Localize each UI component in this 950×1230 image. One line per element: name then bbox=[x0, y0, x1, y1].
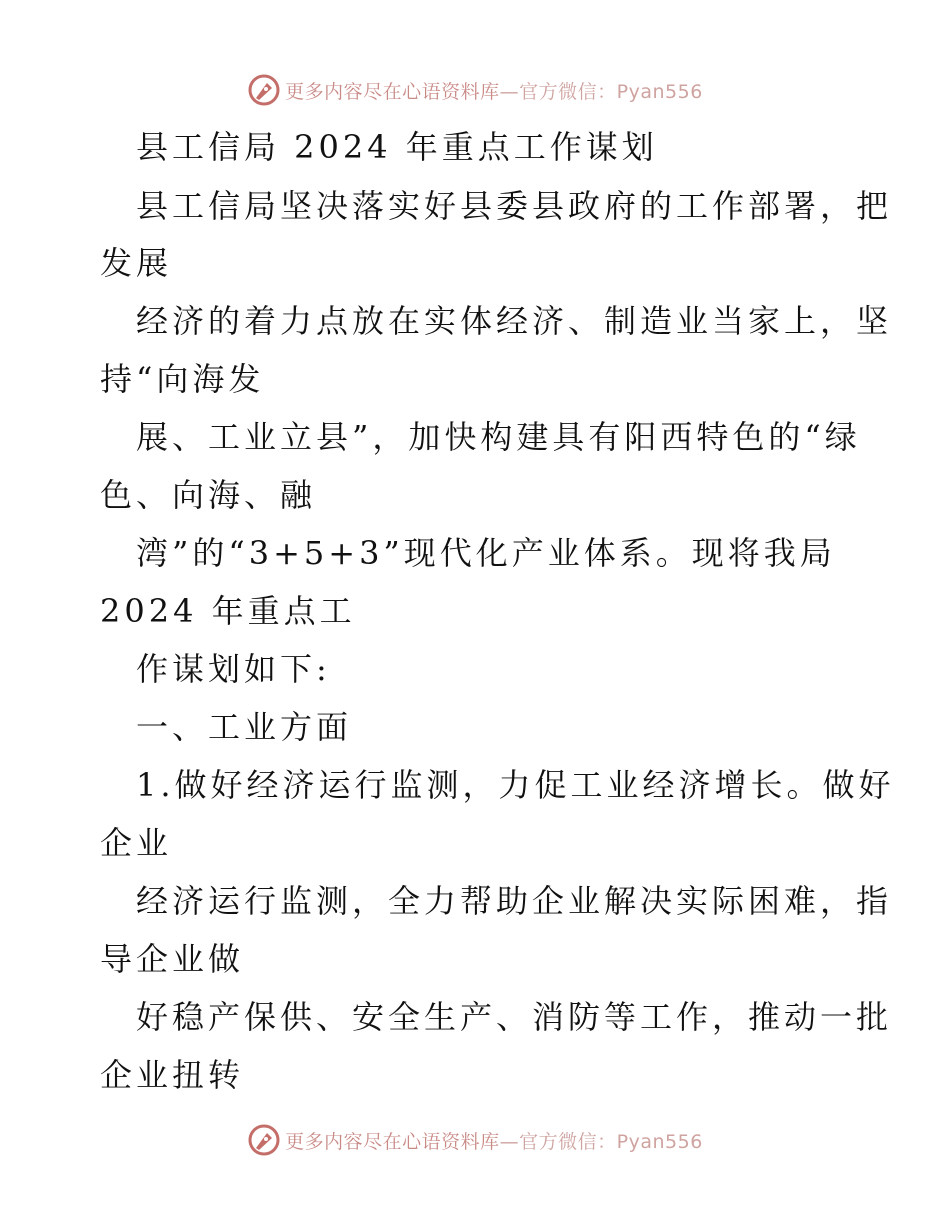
header-watermark bbox=[0, 70, 950, 110]
paragraph-line: 县工信局坚决落实好县委县政府的工作部署，把 bbox=[136, 187, 893, 225]
paragraph-line: 企业扭转 bbox=[100, 1056, 245, 1094]
paragraph-line: 企业 bbox=[100, 824, 173, 862]
paragraph-line: 色、向海、融 bbox=[100, 476, 317, 514]
paragraph-line: 发展 bbox=[100, 244, 173, 282]
document-title: 县工信局 2024 年重点工作谋划 bbox=[136, 128, 658, 166]
section-heading: 一、工业方面 bbox=[136, 708, 353, 746]
watermark-text: 更多内容尽在心语资料库 bbox=[285, 80, 500, 103]
watermark-contact: —官方微信：Pyan556 bbox=[499, 1130, 703, 1153]
watermark-contact: —官方微信：Pyan556 bbox=[499, 80, 703, 103]
paragraph-line: 湾”的“3+5+3”现代化产业体系。现将我局 bbox=[136, 534, 836, 572]
paragraph-line: 展、工业立县”，加快构建具有阳西特色的“绿 bbox=[136, 418, 861, 456]
pen-nib-logo-icon bbox=[247, 73, 281, 107]
paragraph-line: 好稳产保供、安全生产、消防等工作，推动一批 bbox=[136, 998, 893, 1036]
paragraph-line: 1.做好经济运行监测，力促工业经济增长。做好 bbox=[136, 766, 895, 804]
paragraph-line: 作谋划如下: bbox=[136, 650, 331, 688]
paragraph-line: 导企业做 bbox=[100, 940, 245, 978]
footer-watermark bbox=[0, 1120, 950, 1160]
watermark-text: 更多内容尽在心语资料库 bbox=[285, 1130, 500, 1153]
paragraph-line: 经济运行监测，全力帮助企业解决实际困难，指 bbox=[136, 882, 893, 920]
paragraph-line: 2024 年重点工 bbox=[100, 592, 356, 630]
paragraph-line: 持“向海发 bbox=[100, 360, 265, 398]
pen-nib-logo-icon bbox=[247, 1123, 281, 1157]
paragraph-line: 经济的着力点放在实体经济、制造业当家上，坚 bbox=[136, 302, 893, 340]
